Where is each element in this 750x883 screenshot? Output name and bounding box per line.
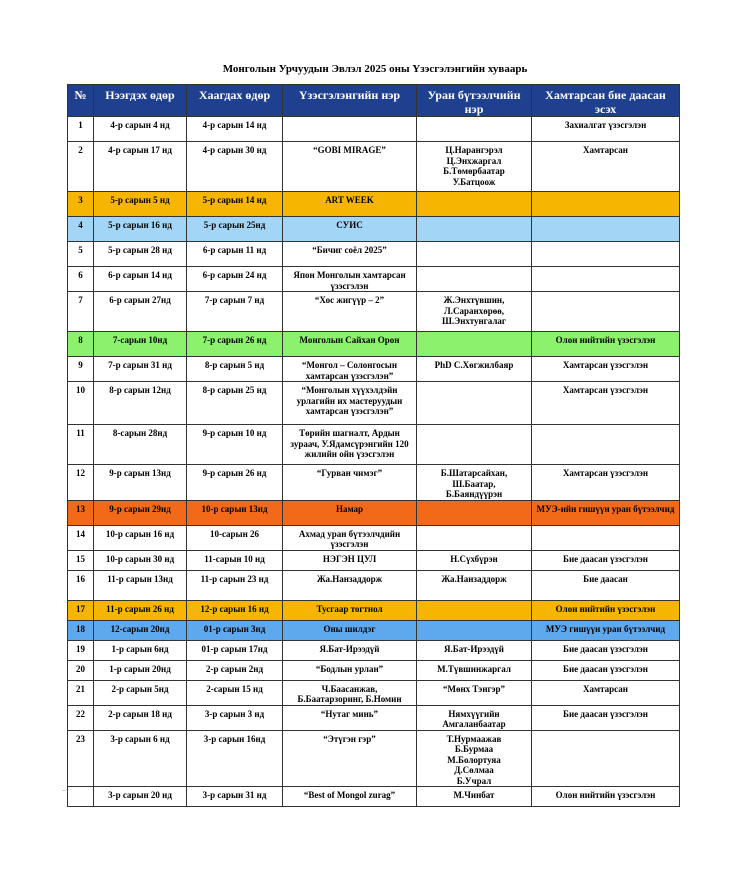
close-date: 9-р сарын 10 нд bbox=[187, 425, 283, 465]
exhibition-type: Хамтарсан үзэсгэлэн bbox=[532, 382, 680, 425]
exhibition-name: “Best of Mongol zurag” bbox=[283, 787, 417, 807]
exhibition-type: Хамтарсан үзэсгэлэн bbox=[532, 357, 680, 382]
table-row bbox=[68, 117, 680, 142]
table-row bbox=[68, 425, 680, 465]
row-number: 17 bbox=[68, 600, 94, 620]
open-date: 3-р сарын 6 нд bbox=[94, 730, 187, 787]
row-number: 18 bbox=[68, 620, 94, 640]
exhibition-name: Монголын Сайхан Орон bbox=[283, 332, 417, 357]
table-row bbox=[68, 142, 680, 192]
open-date: 12-сарын 20нд bbox=[94, 620, 187, 640]
header-type: Хамтарсан бие даасан эсэх bbox=[532, 85, 680, 117]
row-number: 4 bbox=[68, 217, 94, 242]
close-date: 3-р сарын 16нд bbox=[187, 730, 283, 787]
exhibition-name: “Монгол – Солонгосын хамтарсан үзэсгэлэн” bbox=[283, 357, 417, 382]
exhibition-name: ART WEEK bbox=[283, 192, 417, 217]
row-number: 19 bbox=[68, 640, 94, 660]
close-date: 4-р сарын 30 нд bbox=[187, 142, 283, 192]
close-date: 9-р сарын 26 нд bbox=[187, 465, 283, 501]
artist-name: Ж.Энхтүвшин, Л.Саранхөрөө, Ш.Энхтунгалаг bbox=[417, 292, 532, 332]
header-row bbox=[68, 85, 680, 117]
table-row bbox=[68, 640, 680, 660]
open-date: 4-р сарын 17 нд bbox=[94, 142, 187, 192]
open-date: 8-сарын 28нд bbox=[94, 425, 187, 465]
table-row bbox=[68, 267, 680, 292]
close-date: 5-р сарын 14 нд bbox=[187, 192, 283, 217]
row-number: 15 bbox=[68, 550, 94, 570]
header-artist-name: Уран бүтээлчийн нэр bbox=[417, 85, 532, 117]
exhibition-type bbox=[532, 292, 680, 332]
exhibition-name: СУИС bbox=[283, 217, 417, 242]
close-date: 3-р сарын 3 нд bbox=[187, 705, 283, 730]
exhibition-type: Бие даасан үзэсгэлэн bbox=[532, 705, 680, 730]
table-row bbox=[68, 525, 680, 550]
page-edge-mark: ⁻ˈ bbox=[62, 788, 69, 796]
table-row bbox=[68, 550, 680, 570]
exhibition-name: Оны шилдэг bbox=[283, 620, 417, 640]
exhibition-name: “GOBI MIRAGE” bbox=[283, 142, 417, 192]
header-number: № bbox=[68, 85, 94, 117]
exhibition-type bbox=[532, 267, 680, 292]
row-number: 13 bbox=[68, 500, 94, 525]
open-date: 6-р сарын 27нд bbox=[94, 292, 187, 332]
table-row bbox=[68, 620, 680, 640]
close-date: 11-р сарын 23 нд bbox=[187, 570, 283, 600]
open-date: 10-р сарын 16 нд bbox=[94, 525, 187, 550]
artist-name bbox=[417, 332, 532, 357]
table-row bbox=[68, 332, 680, 357]
exhibition-name: “Бодлын урлан” bbox=[283, 660, 417, 680]
page-title: Монголын Урчуудын Эвлэл 2025 оны Үзэсгэлэнгийн хуваарь bbox=[222, 63, 528, 75]
exhibition-type bbox=[532, 217, 680, 242]
artist-name bbox=[417, 600, 532, 620]
row-number: 12 bbox=[68, 465, 94, 501]
exhibition-type: Олон нийтийн үзэсгэлэн bbox=[532, 600, 680, 620]
close-date: 8-р сарын 25 нд bbox=[187, 382, 283, 425]
schedule-table bbox=[67, 84, 680, 807]
artist-name bbox=[417, 192, 532, 217]
exhibition-type: Бие даасан үзэсгэлэн bbox=[532, 550, 680, 570]
header-close-date: Хаагдах өдөр bbox=[187, 85, 283, 117]
close-date: 7-р сарын 7 нд bbox=[187, 292, 283, 332]
exhibition-type bbox=[532, 192, 680, 217]
exhibition-name: “Этүгэн гэр” bbox=[283, 730, 417, 787]
header-open-date: Нээгдэх өдөр bbox=[94, 85, 187, 117]
close-date: 6-р сарын 11 нд bbox=[187, 242, 283, 267]
open-date: 10-р сарын 30 нд bbox=[94, 550, 187, 570]
open-date: 3-р сарын 20 нд bbox=[94, 787, 187, 807]
artist-name bbox=[417, 500, 532, 525]
table-row bbox=[68, 787, 680, 807]
exhibition-type: Олон нийтийн үзэсгэлэн bbox=[532, 332, 680, 357]
open-date: 1-р сарын 20нд bbox=[94, 660, 187, 680]
row-number: 8 bbox=[68, 332, 94, 357]
exhibition-type bbox=[532, 730, 680, 787]
exhibition-type: Бие даасан үзэсгэлэн bbox=[532, 660, 680, 680]
table-row bbox=[68, 570, 680, 600]
exhibition-name: Жа.Нанзаддорж bbox=[283, 570, 417, 600]
artist-name bbox=[417, 525, 532, 550]
close-date: 12-р сарын 16 нд bbox=[187, 600, 283, 620]
close-date: 5-р сарын 25нд bbox=[187, 217, 283, 242]
exhibition-type: Хамтарсан bbox=[532, 142, 680, 192]
open-date: 5-р сарын 28 нд bbox=[94, 242, 187, 267]
row-number: 9 bbox=[68, 357, 94, 382]
close-date: 11-сарын 10 нд bbox=[187, 550, 283, 570]
artist-name bbox=[417, 425, 532, 465]
open-date: 4-р сарын 4 нд bbox=[94, 117, 187, 142]
close-date: 8-р сарын 5 нд bbox=[187, 357, 283, 382]
exhibition-name: НЭГЭН ЦУЛ bbox=[283, 550, 417, 570]
exhibition-name: Ч.Баасанжав, Б.Баатарзоринг, Б.Номин bbox=[283, 680, 417, 705]
open-date: 7-сарын 10нд bbox=[94, 332, 187, 357]
row-number: 7 bbox=[68, 292, 94, 332]
row-number: 5 bbox=[68, 242, 94, 267]
table-row bbox=[68, 192, 680, 217]
artist-name bbox=[417, 117, 532, 142]
exhibition-name: Тусгаар тогтнол bbox=[283, 600, 417, 620]
row-number: 22 bbox=[68, 705, 94, 730]
artist-name bbox=[417, 242, 532, 267]
artist-name: PhD С.Хөгжилбаяр bbox=[417, 357, 532, 382]
table-row bbox=[68, 465, 680, 501]
exhibition-type: Хамтарсан bbox=[532, 680, 680, 705]
exhibition-type: Бие даасан үзэсгэлэн bbox=[532, 640, 680, 660]
exhibition-type: МУЭ-ийн гишүүн уран бүтээлчид bbox=[532, 500, 680, 525]
table-row bbox=[68, 705, 680, 730]
open-date: 2-р сарын 5нд bbox=[94, 680, 187, 705]
open-date: 11-р сарын 13нд bbox=[94, 570, 187, 600]
exhibition-type bbox=[532, 425, 680, 465]
artist-name: Ц.Нарангэрэл Ц.Энхжаргал Б.Төмөрбаатар У.Батцоож bbox=[417, 142, 532, 192]
row-number: 23 bbox=[68, 730, 94, 787]
table-row bbox=[68, 217, 680, 242]
table-row bbox=[68, 730, 680, 787]
exhibition-name: Я.Бат-Ирээдүй bbox=[283, 640, 417, 660]
exhibition-name: “Бичиг соёл 2025” bbox=[283, 242, 417, 267]
open-date: 8-р сарын 12нд bbox=[94, 382, 187, 425]
artist-name: Я.Бат-Ирээдүй bbox=[417, 640, 532, 660]
exhibition-type bbox=[532, 242, 680, 267]
open-date: 5-р сарын 5 нд bbox=[94, 192, 187, 217]
row-number: 2 bbox=[68, 142, 94, 192]
artist-name: Н.Сүхбүрэн bbox=[417, 550, 532, 570]
artist-name bbox=[417, 267, 532, 292]
open-date: 6-р сарын 14 нд bbox=[94, 267, 187, 292]
exhibition-name: “Нутаг минь” bbox=[283, 705, 417, 730]
header-exhibition-name: Үзэсгэлэнгийн нэр bbox=[283, 85, 417, 117]
exhibition-name bbox=[283, 117, 417, 142]
exhibition-type: Олон нийтийн үзэсгэлэн bbox=[532, 787, 680, 807]
open-date: 7-р сарын 31 нд bbox=[94, 357, 187, 382]
artist-name bbox=[417, 382, 532, 425]
close-date: 2-р сарын 2нд bbox=[187, 660, 283, 680]
table-row bbox=[68, 292, 680, 332]
row-number: 14 bbox=[68, 525, 94, 550]
row-number: 20 bbox=[68, 660, 94, 680]
exhibition-name: “Хос жигүүр – 2” bbox=[283, 292, 417, 332]
exhibition-name: Намар bbox=[283, 500, 417, 525]
exhibition-type: Хамтарсан үзэсгэлэн bbox=[532, 465, 680, 501]
close-date: 10-сарын 26 bbox=[187, 525, 283, 550]
exhibition-type: Захиалгат үзэсгэлэн bbox=[532, 117, 680, 142]
close-date: 01-р сарын 3нд bbox=[187, 620, 283, 640]
close-date: 6-р сарын 24 нд bbox=[187, 267, 283, 292]
artist-name: Б.Шатарсайхан, Ш.Баатар, Б.Баяндүүрэн bbox=[417, 465, 532, 501]
artist-name: М.Чинбат bbox=[417, 787, 532, 807]
open-date: 9-р сарын 29нд bbox=[94, 500, 187, 525]
close-date: 4-р сарын 14 нд bbox=[187, 117, 283, 142]
exhibition-type bbox=[532, 525, 680, 550]
artist-name: М.Түвшинжаргал bbox=[417, 660, 532, 680]
table-row bbox=[68, 600, 680, 620]
artist-name: Т.Нурмаажав Б.Бурмаа М.Болортуяа Д.Сөлмаа Б.Учрал bbox=[417, 730, 532, 787]
artist-name: “Мөнх Тэнгэр” bbox=[417, 680, 532, 705]
table-row bbox=[68, 242, 680, 267]
close-date: 10-р сарын 13нд bbox=[187, 500, 283, 525]
exhibition-name: Төрийн шагналт, Ардын зураач, У.Ядамсүрэнгийн 120 жилийн ойн үзэсгэлэн bbox=[283, 425, 417, 465]
table-row bbox=[68, 382, 680, 425]
table-row bbox=[68, 680, 680, 705]
row-number: 3 bbox=[68, 192, 94, 217]
artist-name bbox=[417, 620, 532, 640]
exhibition-name: Япон Монголын хамтарсан үзэсгэлэн bbox=[283, 267, 417, 292]
table-row bbox=[68, 357, 680, 382]
close-date: 01-р сарын 17нд bbox=[187, 640, 283, 660]
close-date: 7-р сарын 26 нд bbox=[187, 332, 283, 357]
exhibition-type: МУЭ гишүүн уран бүтээлчид bbox=[532, 620, 680, 640]
artist-name: Жа.Нанзаддорж bbox=[417, 570, 532, 600]
row-number: 16 bbox=[68, 570, 94, 600]
open-date: 1-р сарын 6нд bbox=[94, 640, 187, 660]
exhibition-type: Бие даасан bbox=[532, 570, 680, 600]
row-number: 6 bbox=[68, 267, 94, 292]
close-date: 2-сарын 15 нд bbox=[187, 680, 283, 705]
table-row bbox=[68, 660, 680, 680]
row-number: 21 bbox=[68, 680, 94, 705]
exhibition-name: “Гурван чимэг” bbox=[283, 465, 417, 501]
open-date: 11-р сарын 26 нд bbox=[94, 600, 187, 620]
open-date: 2-р сарын 18 нд bbox=[94, 705, 187, 730]
artist-name bbox=[417, 217, 532, 242]
open-date: 9-р сарын 13нд bbox=[94, 465, 187, 501]
exhibition-name: Ахмад уран бүтээлчдийн үзэсгэлэн bbox=[283, 525, 417, 550]
close-date: 3-р сарын 31 нд bbox=[187, 787, 283, 807]
open-date: 5-р сарын 16 нд bbox=[94, 217, 187, 242]
artist-name: Нямхүүгийн Амгаланбаатар bbox=[417, 705, 532, 730]
exhibition-name: “Монголын хүүхэлдэйн урлагийн их мастеруудын хамтарсан үзэсгэлэн” bbox=[283, 382, 417, 425]
row-number: 10 bbox=[68, 382, 94, 425]
row-number: 11 bbox=[68, 425, 94, 465]
table-row bbox=[68, 500, 680, 525]
row-number: 1 bbox=[68, 117, 94, 142]
